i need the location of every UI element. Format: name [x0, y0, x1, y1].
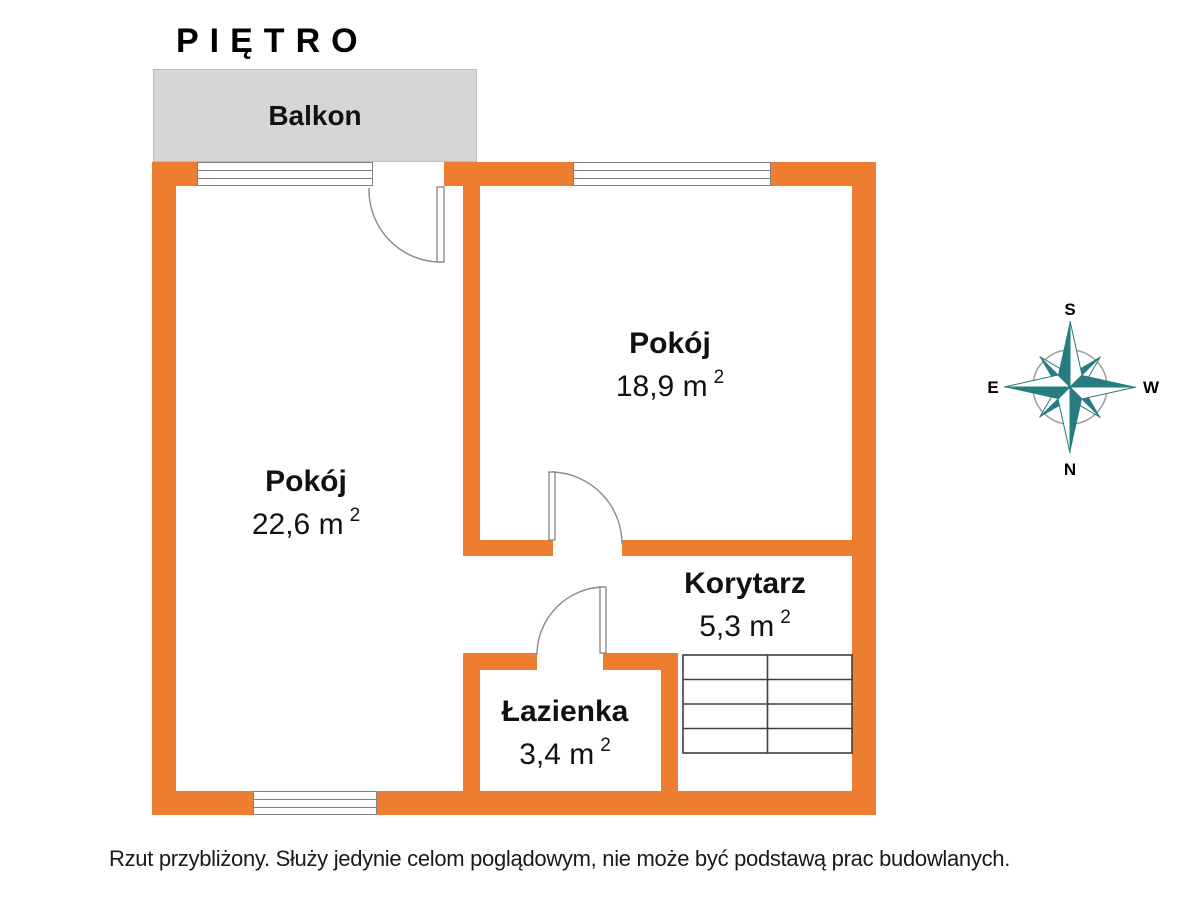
- window-top-left: [197, 162, 373, 186]
- wall-left: [152, 162, 176, 815]
- wall-interior-vertical: [463, 186, 480, 556]
- wall-corridor-left-segment: [463, 540, 553, 556]
- wall-bathroom-top-left-segment: [463, 653, 537, 670]
- window-top-right: [573, 162, 771, 186]
- page-title: PIĘTRO: [176, 22, 369, 60]
- room-name: Łazienka: [501, 695, 629, 728]
- balcony-door-leaf: [437, 187, 444, 262]
- room-label-pokoj-left: [196, 464, 416, 543]
- compass-label-west: W: [1142, 378, 1160, 397]
- balcony-door-opening: [373, 162, 444, 186]
- room-name: Pokój: [265, 465, 347, 498]
- room-area: 3,4 m $^2$: [519, 735, 611, 771]
- compass-rose-icon: [985, 295, 1165, 485]
- room-area: 22,6 m $^2$: [251, 505, 361, 541]
- wall-right: [852, 162, 876, 815]
- compass-circle: [1033, 350, 1107, 424]
- room-label-lazienka: [455, 694, 675, 773]
- staircase: [683, 655, 852, 753]
- room-area: 18,9 m $^2$: [615, 367, 725, 403]
- compass-label-south: S: [1064, 300, 1076, 319]
- room-label-korytarz: [635, 566, 855, 645]
- compass-cardinal-points: [1004, 321, 1136, 453]
- room-label-pokoj-right: [560, 326, 780, 405]
- bathroom-door-leaf: [600, 587, 606, 653]
- disclaimer-text: Rzut przybliżony. Służy jedynie celom poglądowym, nie może być podstawą prac budowlanych.: [109, 846, 1011, 871]
- balcony-door-arc: [369, 188, 441, 262]
- wall-corridor-right-segment: [622, 540, 852, 556]
- corridor-door-leaf: [549, 472, 555, 540]
- room-area: 5,3 m $^2$: [699, 607, 791, 643]
- room-name: Korytarz: [684, 567, 806, 600]
- compass-label-east: E: [987, 378, 999, 397]
- balcony-area: [153, 69, 477, 162]
- corridor-door-arc: [552, 472, 622, 544]
- balcony-label: Balkon: [268, 99, 362, 131]
- room-name: Pokój: [629, 327, 711, 360]
- compass-diagonal-points: [1033, 350, 1107, 424]
- window-bottom: [253, 791, 377, 815]
- bathroom-door-arc: [537, 587, 603, 655]
- compass-label-north: N: [1063, 460, 1077, 479]
